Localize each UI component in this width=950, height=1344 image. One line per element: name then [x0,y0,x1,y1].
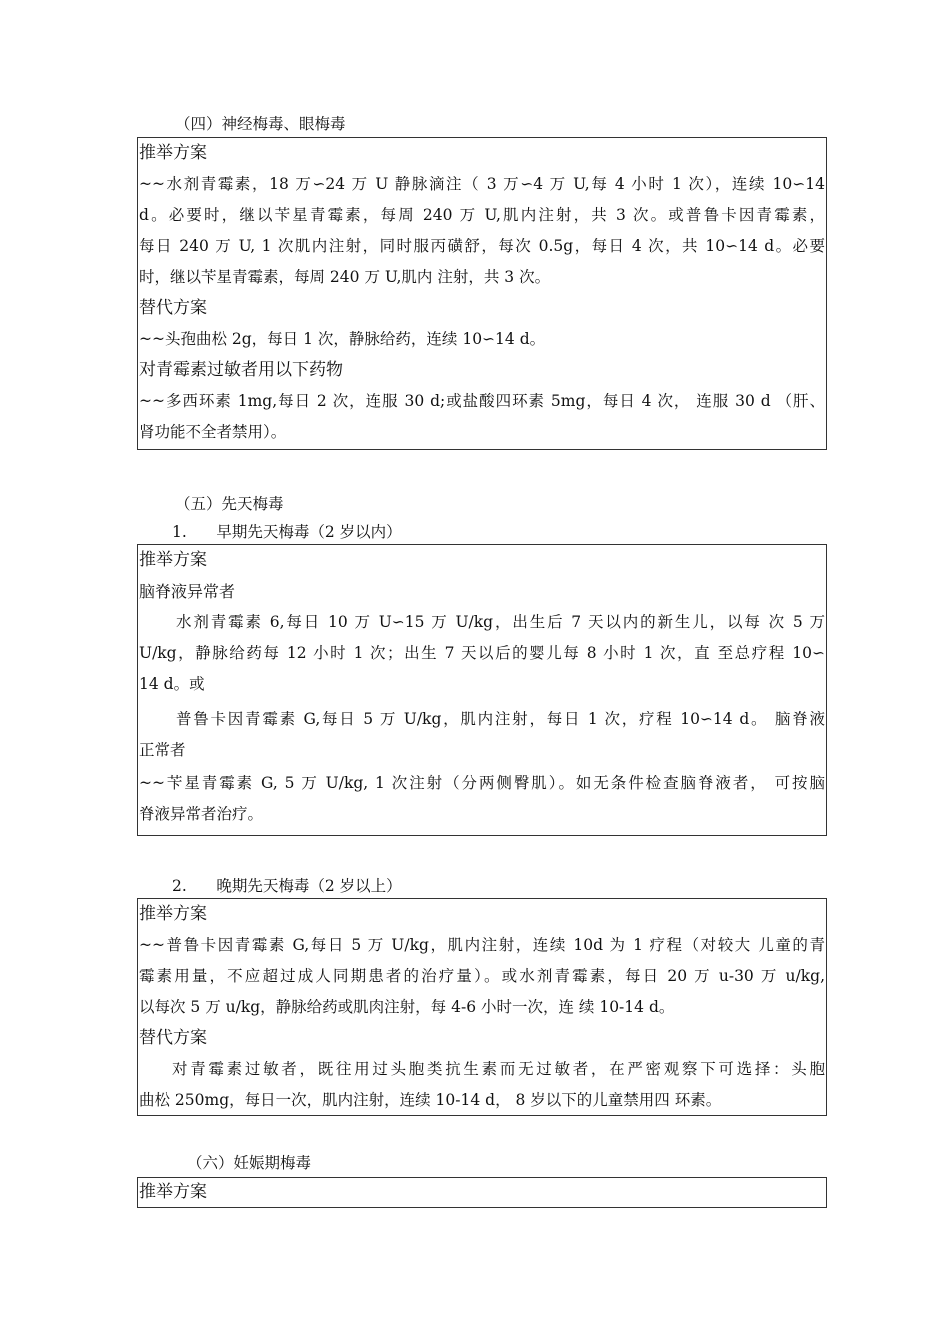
recommended-label: 推举方案 [139,143,207,163]
recommended-label: 推举方案 [139,904,207,924]
text-line: 对青霉素过敏者，既往用过头胞类抗生素而无过敏者，在严密观察下可选择：头胞 [172,1060,825,1078]
text-line: 以每次 5 万 u/kg，静脉给药或肌肉注射，每 4-6 小时一次，连 续 10-14 d。 [139,998,675,1016]
csf-abnormal-label: 脑脊液异常者 [139,582,236,601]
recommended-label: 推举方案 [139,1182,207,1202]
text-line: 时，继以苄星青霉素，每周 240 万 U,肌内 注射，共 3 次。 [139,268,551,286]
text-line: 14 d。或 [139,675,205,693]
section-6-box [137,1177,827,1208]
text-line: 霉素用量，不应超过成人同期患者的治疗量）。或水剂青霉素，每日 20 万 u-30 万 u/kg, [139,967,825,985]
text-line: ~~头孢曲松 2g，每日 1 次，静脉给药，连续 10∽14 d。 [139,330,546,348]
text-line: 肾功能不全者禁用）。 [139,423,287,441]
alternative-label: 替代方案 [139,298,207,318]
text-line: ~~普鲁卡因青霉素 G,每日 5 万 U/kg，肌内注射，连续 10d 为 1 疗程（对较大 儿童的青 [139,936,825,954]
recommended-label: 推举方案 [139,550,207,570]
section-5-late-box [137,898,827,1116]
text-line: 曲松 250mg，每日一次，肌内注射，连续 10-14 d， 8 岁以下的儿童禁用四 环素。 [139,1091,722,1109]
text-line: ~~苄星青霉素 G, 5 万 U/kg, 1 次注射（分两侧臀肌）。如无条件检查脑脊液者， 可按脑 [139,774,825,792]
text-line: 普鲁卡因青霉素 G,每日 5 万 U/kg，肌内注射，每日 1 次，疗程 10∽14 d。 脑脊液 [176,710,825,728]
section-4-box [137,137,827,450]
text-line: 每日 240 万 U, 1 次肌内注射，同时服丙磺舒，每次 0.5g，每日 4 次，共 10∽14 d。必要 [139,237,825,255]
section-5-heading: （五）先天梅毒 [175,495,284,513]
text-line: 水剂青霉素 6,每日 10 万 U∽15 万 U/kg，出生后 7 天以内的新生儿，以每 次 5 万 [176,613,825,631]
alternative-label: 替代方案 [139,1028,207,1048]
text-line: U/kg，静脉给药每 12 小时 1 次；出生 7 天以后的婴儿每 8 小时 1 次，直 至总疗程 10∽ [139,644,825,662]
subsection-late-heading: 2. 晚期先天梅毒（2 岁以上） [172,877,402,895]
text-line: 脊液异常者治疗。 [139,805,264,823]
allergy-label: 对青霉素过敏者用以下药物 [139,360,343,380]
section-4-heading: （四）神经梅毒、眼梅毒 [175,115,346,133]
section-6-heading: （六）妊娠期梅毒 [187,1154,312,1172]
text-line: 正常者 [139,741,186,759]
text-line: ~~水剂青霉素，18 万∽24 万 U 静脉滴注（ 3 万∽4 万 U,每 4 小时 1 次），连续 10∽14 [139,175,825,193]
text-line: d。必要时，继以苄星青霉素，每周 240 万 U,肌内注射，共 3 次。或普鲁卡因青霉素， [139,206,825,224]
text-line: ~~多西环素 1mg,每日 2 次，连服 30 d;或盐酸四环素 5mg，每日 4 次， 连服 30 d （肝、 [139,392,825,410]
section-5-early-box [137,544,827,836]
subsection-early-heading: 1. 早期先天梅毒（2 岁以内） [172,523,402,541]
